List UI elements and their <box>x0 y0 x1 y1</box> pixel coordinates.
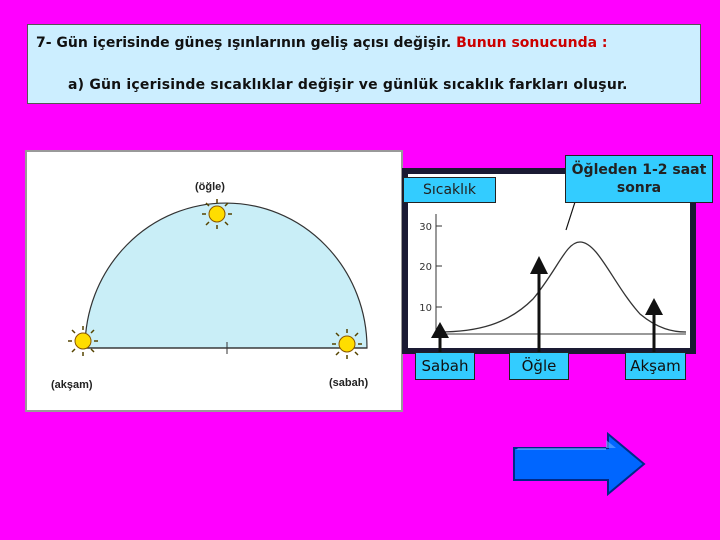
question-box <box>27 24 701 104</box>
sun-path-diagram <box>25 150 403 412</box>
peak-time-note: Öğleden 1-2 saat sonra <box>565 155 713 203</box>
chart-tick-label-20: 20 <box>419 262 432 273</box>
temperature-axis-label: Sıcaklık <box>403 177 496 203</box>
noon-label: (öğle) <box>195 181 225 193</box>
chart-tick-label-30: 30 <box>419 222 432 233</box>
question-line <box>36 35 608 51</box>
question-result: Bunun sonucunda : <box>456 35 608 51</box>
time-label-noon: Öğle <box>509 352 569 380</box>
time-label-evening: Akşam <box>625 352 686 380</box>
morning-label: (sabah) <box>329 377 369 389</box>
question-text: 7- Gün içerisinde güneş ışınlarının geliş açısı değişir. <box>36 35 452 51</box>
time-label-morning: Sabah <box>415 352 475 380</box>
arrow-right-icon[interactable] <box>512 432 646 496</box>
temperature-curve <box>438 242 686 332</box>
answer-text: a) Gün içerisinde sıcaklıklar değişir ve günlük sıcaklık farkları oluşur. <box>68 77 628 93</box>
sky-dome <box>85 203 367 348</box>
evening-label: (akşam) <box>51 379 93 391</box>
chart-tick-label-10: 10 <box>419 303 432 314</box>
